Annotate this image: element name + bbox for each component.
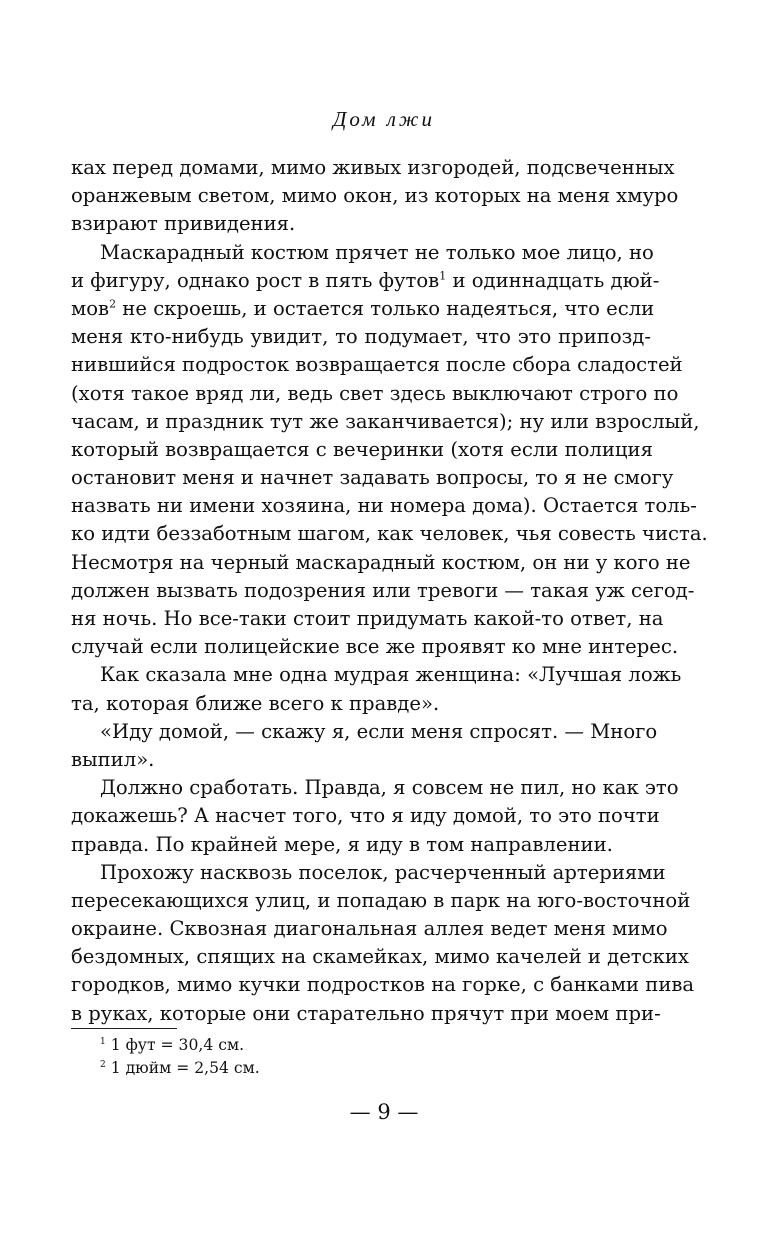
footnote-mark: 2	[100, 1059, 106, 1070]
text-line	[71, 295, 655, 323]
text-fragment: и одиннадцать дюй-	[446, 268, 660, 292]
text-line	[71, 267, 660, 295]
text-line: назвать ни имени хозяина, ни номера дома). Остается толь-	[71, 494, 697, 518]
text-fragment: не скроешь, и остается только надеяться, что если	[116, 296, 655, 320]
footnote-2	[100, 1057, 600, 1080]
text-line: в руках, которые они старательно прячут при моем при-	[71, 1001, 661, 1025]
text-line: случай если полицейские все же проявят ко мне интерес.	[71, 635, 679, 659]
text-fragment: и фигуру, однако рост в пять футов	[71, 268, 440, 292]
text-fragment: мов	[71, 296, 110, 320]
text-line: ках перед домами, мимо живых изгородей, подсвеченных	[71, 156, 675, 179]
footnote-divider	[71, 1028, 177, 1029]
footnote-text: 1 дюйм = 2,54 см.	[105, 1059, 260, 1077]
text-line: (хотя такое вряд ли, ведь свет здесь выключают строго по	[71, 381, 679, 405]
text-line: бездомных, спящих на скамейках, мимо качелей и детских	[71, 945, 689, 969]
footnote-mark: 1	[100, 1036, 106, 1047]
text-line: Должно сработать. Правда, я совсем не пил, но как это	[100, 776, 679, 800]
text-line: пересекающихся улиц, и попадаю в парк на юго-восточной	[71, 888, 691, 912]
text-line: остановит меня и начнет задавать вопросы, то я не смогу	[71, 466, 674, 490]
text-line: который возвращается с вечеринки (хотя если полиция	[71, 437, 653, 461]
footnote-1	[100, 1034, 600, 1057]
text-line: ня ночь. Но все-таки стоит придумать какой-то ответ, на	[71, 607, 664, 630]
footnote-ref-1: 1	[439, 269, 447, 283]
running-head: Дом лжи	[333, 107, 435, 131]
text-line: правда. По крайней мере, я иду в том направлении.	[71, 832, 613, 856]
text-line: оранжевым светом, мимо окон, из которых на меня хмуро	[71, 184, 679, 208]
text-line: нившийся подросток возвращается после сбора сладостей	[71, 353, 683, 377]
text-line: та, которая ближе всего к правде».	[71, 691, 440, 715]
text-line: Несмотря на черный маскарадный костюм, он ни у кого не	[71, 550, 691, 574]
text-line: городков, мимо кучки подростков на горке, с банками пива	[71, 973, 695, 997]
text-line: выпил».	[71, 747, 155, 771]
text-line: часам, и праздник тут же заканчивается); ну или взрослый,	[71, 409, 700, 433]
text-line: Маскарадный костюм прячет не только мое лицо, но	[100, 240, 654, 264]
text-line: Как сказала мне одна мудрая женщина: «Лучшая ложь	[100, 663, 682, 687]
text-line: Прохожу насквозь поселок, расчерченный артериями	[100, 860, 666, 884]
text-line: «Иду домой, — скажу я, если меня спросят. — Много	[100, 719, 658, 743]
footnotes	[100, 1034, 600, 1080]
text-line: меня кто-нибудь увидит, то подумает, что это припозд-	[71, 325, 651, 349]
text-line: окраине. Сквозная диагональная аллея ведет меня мимо	[71, 917, 668, 941]
body-text	[71, 154, 708, 1028]
text-line: докажешь? А насчет того, что я иду домой, то это почти	[71, 804, 660, 828]
page-number: — 9 —	[349, 1100, 419, 1124]
text-line: взирают привидения.	[71, 212, 296, 236]
text-line: должен вызвать подозрения или тревоги — такая уж сегод-	[71, 578, 695, 602]
text-line: ко идти беззаботным шагом, как человек, чья совесть чиста.	[71, 522, 708, 546]
footnote-text: 1 фут = 30,4 см.	[105, 1036, 245, 1054]
footnote-ref-2: 2	[109, 297, 117, 311]
